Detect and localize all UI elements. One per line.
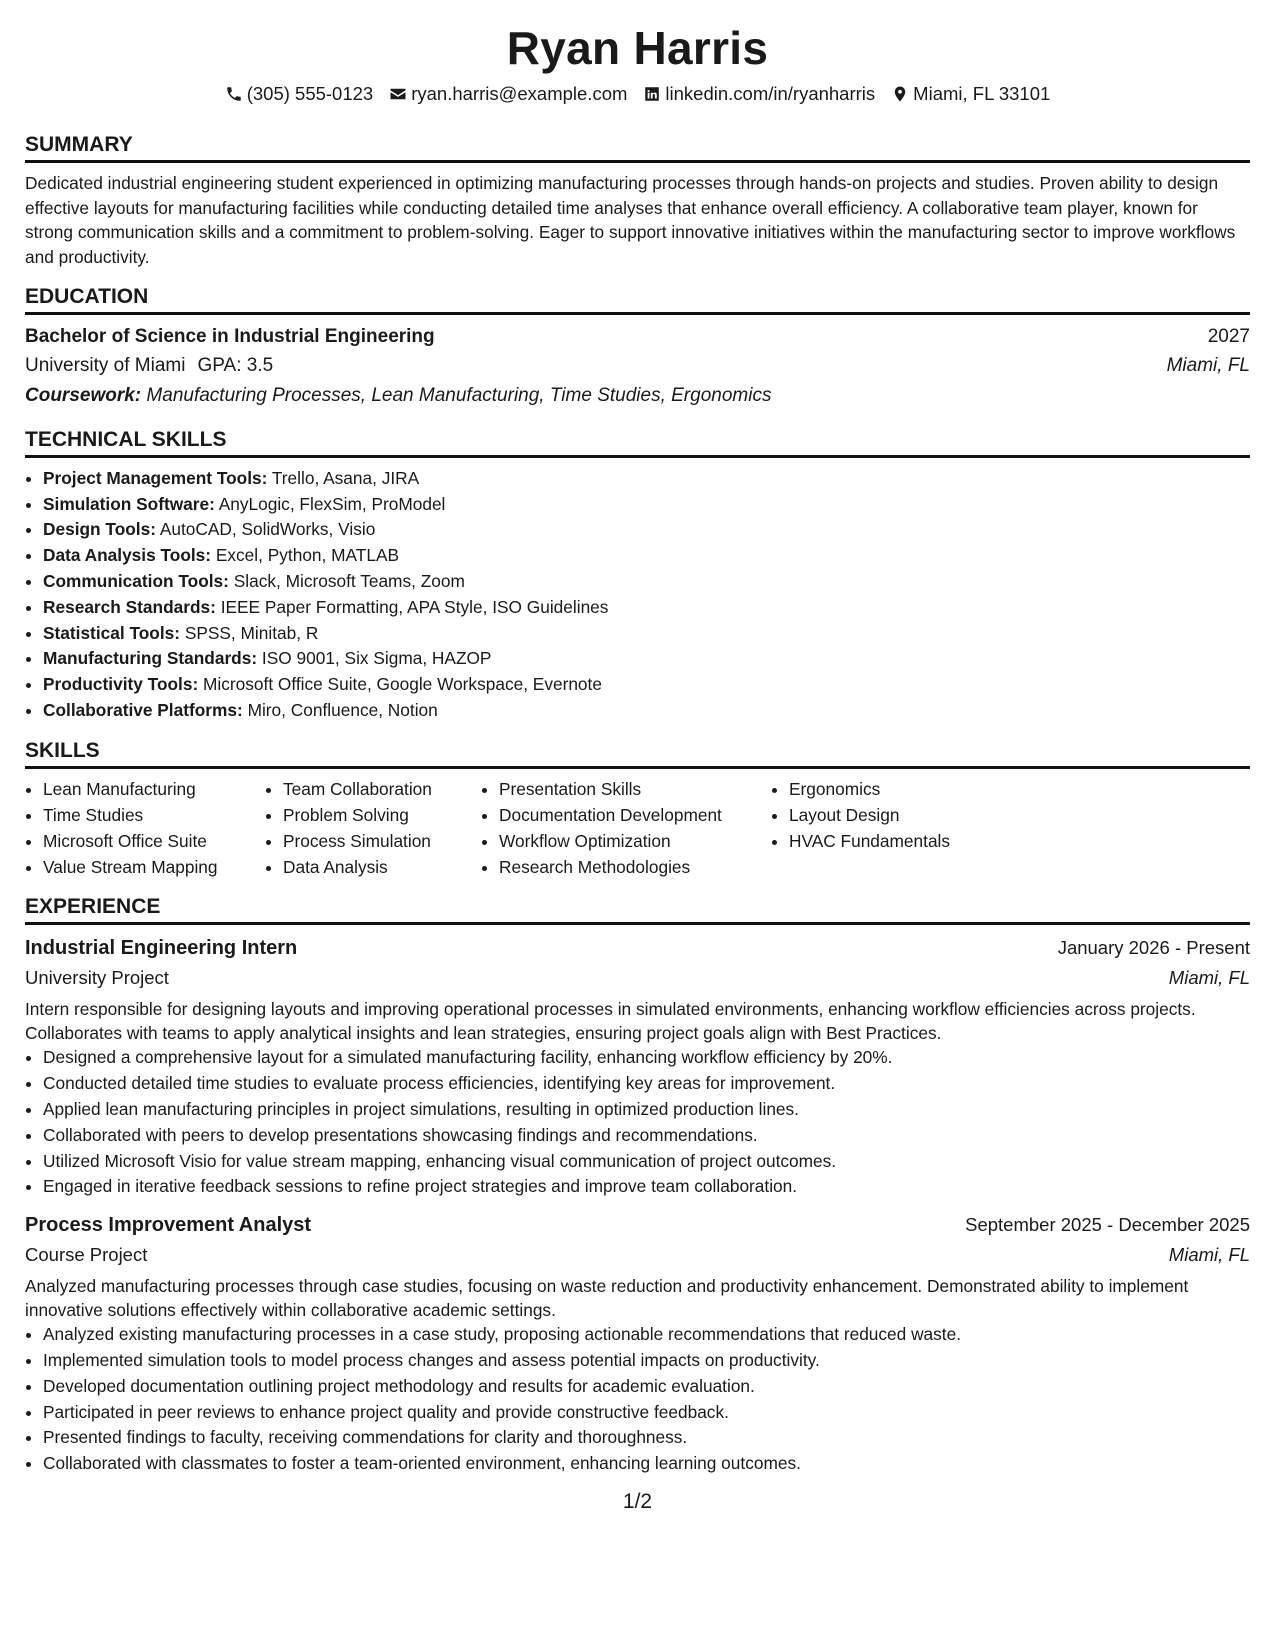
list-item: [43, 517, 1250, 543]
skill-values: Miro, Confluence, Notion: [247, 699, 438, 720]
list-item: • Conducted detailed time studies to evaluate process efficiencies, identifying key areas for improvement.: [43, 1071, 1250, 1097]
job-organization: University Project: [25, 967, 169, 989]
skills-column: [771, 777, 1029, 881]
section-title-summary: SUMMARY: [25, 132, 1250, 163]
skill-values: AutoCAD, SolidWorks, Visio: [159, 519, 376, 540]
contact-location: [891, 82, 1050, 106]
list-item: • HVAC Fundamentals: [789, 829, 1029, 855]
gpa: GPA: 3.5: [197, 354, 274, 376]
education-school-row: [25, 351, 1250, 381]
linkedin-icon: [643, 85, 661, 103]
list-item: [43, 672, 1250, 698]
section-title-education: EDUCATION: [25, 284, 1250, 315]
skill-category: Simulation Software:: [43, 493, 215, 514]
job-organization: Course Project: [25, 1244, 148, 1266]
list-item: • Value Stream Mapping: [43, 855, 265, 881]
experience-section: [25, 894, 1250, 1477]
school-location: Miami, FL: [1166, 354, 1250, 376]
skill-values: SPSS, Minitab, R: [184, 622, 319, 643]
skill-values: ISO 9001, Six Sigma, HAZOP: [261, 648, 492, 669]
list-item: • Applied lean manufacturing principles in project simulations, resulting in optimized production lines.: [43, 1097, 1250, 1123]
location-text: Miami, FL 33101: [913, 83, 1051, 104]
job-bullets: [25, 1322, 1250, 1477]
list-item: [43, 569, 1250, 595]
list-item: • Research Methodologies: [499, 855, 771, 881]
job-dates: January 2026 - Present: [1057, 937, 1250, 959]
coursework-label: Coursework:: [25, 384, 142, 406]
list-item: [43, 595, 1250, 621]
skill-category: Collaborative Platforms:: [43, 699, 243, 720]
technical-skills-list: [25, 466, 1250, 724]
list-item: • Collaborated with peers to develop presentations showcasing findings and recommendations.: [43, 1123, 1250, 1149]
candidate-name: Ryan Harris: [506, 22, 769, 74]
list-item: • Presented findings to faculty, receiving commendations for clarity and thoroughness.: [43, 1425, 1250, 1451]
education-section: [25, 284, 1250, 411]
job-entry: [25, 933, 1250, 1200]
skill-category: Data Analysis Tools:: [43, 545, 212, 566]
school-line: [25, 351, 273, 381]
contact-bar: [25, 82, 1250, 106]
list-item: • Utilized Microsoft Visio for value stream mapping, enhancing visual communication of project outcomes.: [43, 1149, 1250, 1175]
education-header-row: [25, 323, 1250, 351]
list-item: [43, 621, 1250, 647]
job-dates: September 2025 - December 2025: [965, 1214, 1250, 1236]
coursework-line: [25, 381, 1250, 411]
job-description: Analyzed manufacturing processes through case studies, focusing on waste reduction and productivity enhancement. Demonstrated ability to implement innovative solutions effectively within collaborative academic settings.: [25, 1276, 1189, 1321]
list-item: • Time Studies: [43, 803, 265, 829]
resume-page: [25, 18, 1250, 1487]
email-link[interactable]: ryan.harris@example.com: [411, 83, 628, 104]
skill-values: Microsoft Office Suite, Google Workspace, Evernote: [203, 674, 602, 695]
section-title-skills: SKILLS: [25, 738, 1250, 769]
skill-category: Communication Tools:: [43, 571, 229, 591]
job-location: Miami, FL: [1168, 1244, 1250, 1266]
skill-values: Trello, Asana, JIRA: [271, 467, 420, 488]
list-item: • Process Simulation: [283, 829, 481, 855]
list-item: • Collaborated with classmates to foster a team-oriented environment, enhancing learning outcomes.: [43, 1451, 1250, 1477]
map-pin-icon: [891, 85, 909, 103]
list-item: • Workflow Optimization: [499, 829, 771, 855]
list-item: • Problem Solving: [283, 803, 481, 829]
skill-category: Design Tools:: [43, 519, 156, 540]
list-item: • Developed documentation outlining project methodology and results for academic evaluation.: [43, 1374, 1250, 1400]
contact-email[interactable]: [389, 82, 627, 106]
section-title-experience: EXPERIENCE: [25, 894, 1250, 925]
skills-grid: [25, 777, 1250, 881]
skill-values: Excel, Python, MATLAB: [215, 545, 399, 566]
skills-column: [25, 777, 265, 881]
skills-column: [265, 777, 481, 881]
skills-column: [481, 777, 771, 881]
list-item: [43, 492, 1250, 518]
list-item: • Engaged in iterative feedback sessions to refine project strategies and improve team collaboration.: [43, 1174, 1250, 1200]
summary-section: [25, 132, 1250, 270]
list-item: [43, 466, 1250, 492]
list-item: • Analyzed existing manufacturing processes in a case study, proposing actionable recommendations that reduced waste.: [43, 1322, 1250, 1348]
list-item: • Designed a comprehensive layout for a simulated manufacturing facility, enhancing workflow efficiency by 20%.: [43, 1045, 1250, 1071]
job-description: Intern responsible for designing layouts and improving operational processes in simulated environments, enhancing workflow efficiencies across projects. Collaborates with teams to apply analytical insights and lean strategies, ensuring project goals align with Best Practices.: [25, 999, 1196, 1044]
linkedin-link[interactable]: linkedin.com/in/ryanharris: [665, 83, 876, 104]
technical-skills-section: [25, 427, 1250, 724]
list-item: [43, 543, 1250, 569]
graduation-year: 2027: [1207, 325, 1250, 347]
skill-category: Research Standards:: [43, 596, 216, 617]
list-item: • Microsoft Office Suite: [43, 829, 265, 855]
envelope-icon: [389, 85, 407, 103]
summary-text: Dedicated industrial engineering student experienced in optimizing manufacturing processes through hands-on projects and studies. Proven ability to design effective layouts for manufacturing facilities while conducting detailed time analyses that enhance overall efficiency. A collaborative team player, known for strong communication skills and a commitment to problem-solving. Eager to support innovative initiatives within the manufacturing sector to improve workflows and productivity.: [25, 173, 1236, 268]
skill-category: Productivity Tools:: [43, 674, 199, 695]
skill-values: IEEE Paper Formatting, APA Style, ISO Guidelines: [220, 596, 609, 617]
skills-section: [25, 738, 1250, 881]
list-item: • Data Analysis: [283, 855, 481, 881]
skill-category: Project Management Tools:: [43, 467, 268, 488]
list-item: [43, 646, 1250, 672]
job-bullets: [25, 1045, 1250, 1200]
skill-values: Slack, Microsoft Teams, Zoom: [233, 571, 465, 591]
job-header-row: [25, 933, 1250, 963]
list-item: • Documentation Development: [499, 803, 771, 829]
school-name: University of Miami: [25, 354, 186, 376]
list-item: • Ergonomics: [789, 777, 1029, 803]
degree: Bachelor of Science in Industrial Engineering: [25, 325, 435, 347]
list-item: • Presentation Skills: [499, 777, 771, 803]
list-item: • Implemented simulation tools to model process changes and assess potential impacts on productivity.: [43, 1348, 1250, 1374]
job-header-row: [25, 1210, 1250, 1240]
job-entry: [25, 1210, 1250, 1477]
job-title: Process Improvement Analyst: [25, 1214, 312, 1237]
section-title-technical-skills: TECHNICAL SKILLS: [25, 427, 1250, 458]
phone-icon: [225, 85, 243, 103]
list-item: • Layout Design: [789, 803, 1029, 829]
skill-values: AnyLogic, FlexSim, ProModel: [218, 493, 446, 514]
job-org-row: [25, 963, 1250, 993]
job-location: Miami, FL: [1168, 967, 1250, 989]
list-item: • Lean Manufacturing: [43, 777, 265, 803]
phone-text: (305) 555-0123: [246, 83, 374, 104]
page-number: 1/2: [622, 1490, 653, 1513]
list-item: • Team Collaboration: [283, 777, 481, 803]
contact-phone: [225, 82, 374, 106]
list-item: [43, 698, 1250, 724]
skill-category: Manufacturing Standards:: [43, 648, 258, 669]
coursework-list: Manufacturing Processes, Lean Manufacturing, Time Studies, Ergonomics: [146, 384, 772, 406]
list-item: • Participated in peer reviews to enhance project quality and provide constructive feedback.: [43, 1400, 1250, 1426]
contact-linkedin[interactable]: [643, 82, 875, 106]
skill-category: Statistical Tools:: [43, 622, 180, 643]
job-title: Industrial Engineering Intern: [25, 937, 298, 960]
job-org-row: [25, 1240, 1250, 1270]
